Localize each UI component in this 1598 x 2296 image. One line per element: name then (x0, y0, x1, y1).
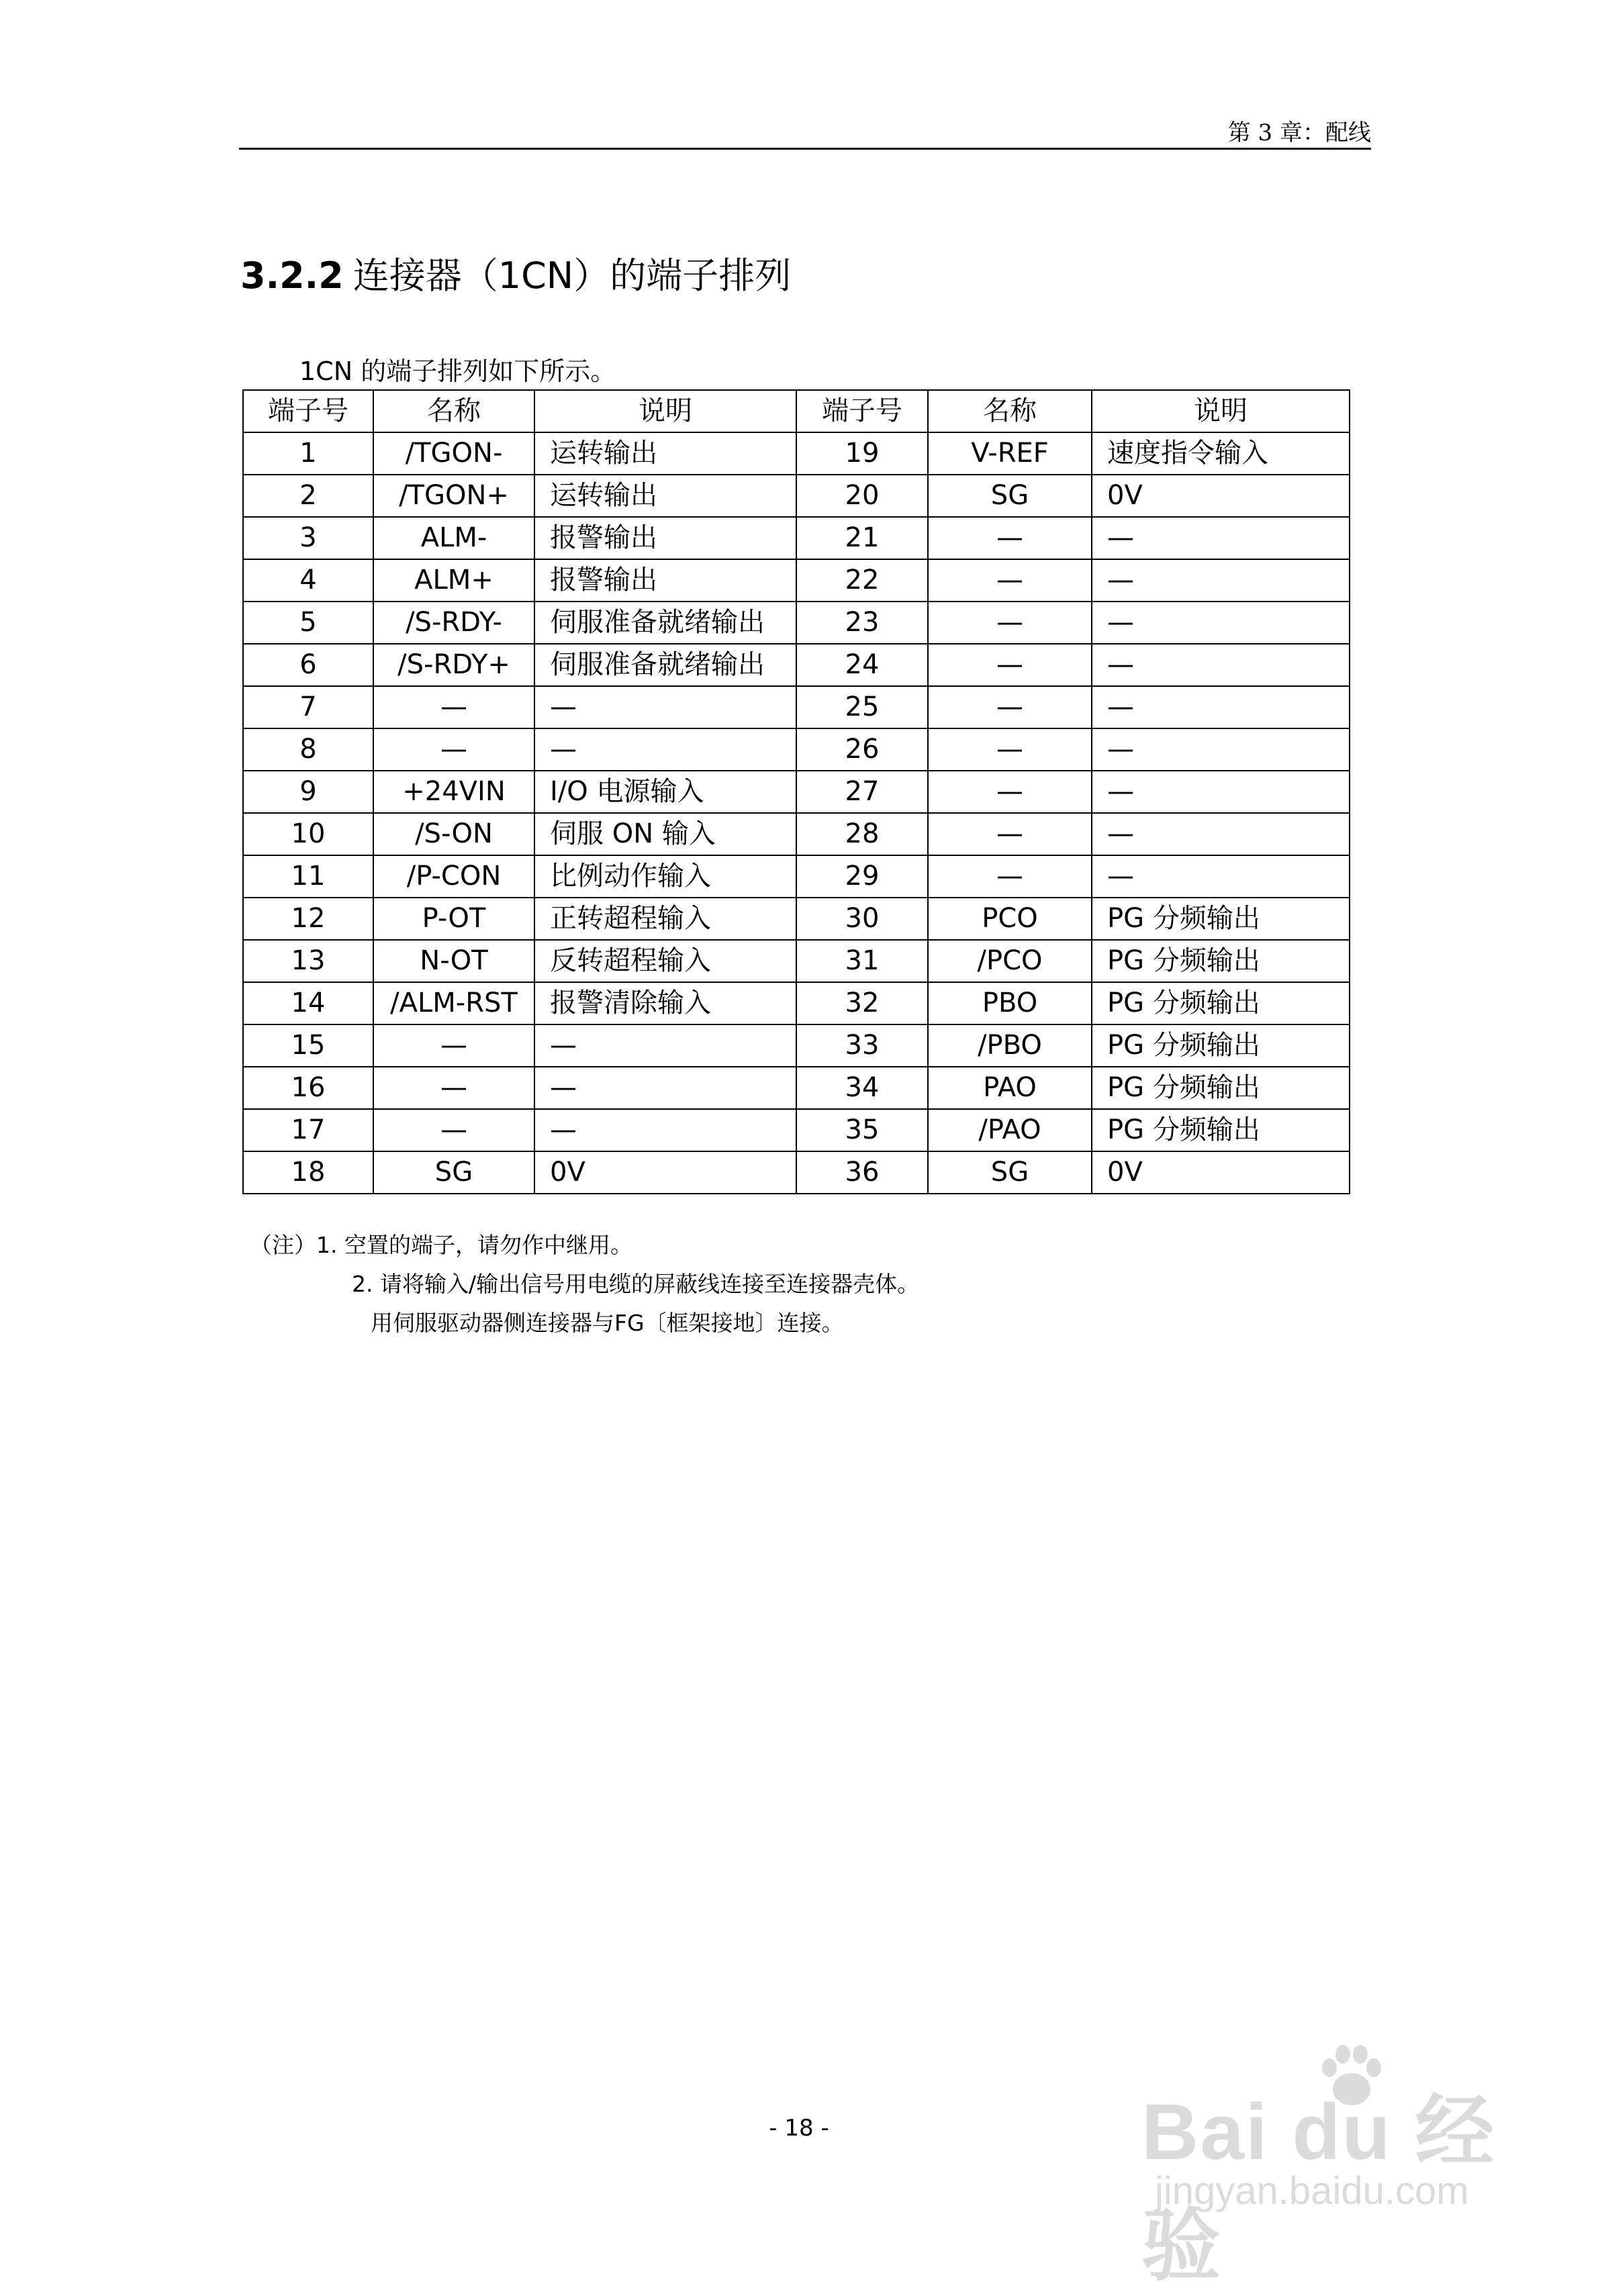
cell-terminal-no: 24 (796, 644, 928, 686)
cell-description: 反转超程输入 (534, 940, 796, 982)
cell-description: — (534, 1067, 796, 1109)
cell-description: 伺服准备就绪输出 (534, 644, 796, 686)
cell-terminal-no: 33 (796, 1024, 928, 1067)
table-row (243, 517, 1350, 559)
cell-description: 运转输出 (534, 475, 796, 517)
baidu-watermark (1135, 2027, 1511, 2291)
cell-description: — (1092, 855, 1350, 898)
cell-terminal-no: 17 (243, 1109, 373, 1151)
cell-description: 伺服 ON 输入 (534, 813, 796, 855)
cell-name: N-OT (373, 940, 534, 982)
cell-description: PG 分频输出 (1092, 940, 1350, 982)
cell-description: — (1092, 771, 1350, 813)
table-row (243, 982, 1350, 1024)
cell-terminal-no: 10 (243, 813, 373, 855)
note-1 (250, 1226, 919, 1265)
cell-name: — (373, 1067, 534, 1109)
cell-terminal-no: 25 (796, 686, 928, 728)
section-title (240, 247, 791, 299)
cell-name: — (928, 559, 1092, 602)
cell-terminal-no: 4 (243, 559, 373, 602)
cell-name: /PCO (928, 940, 1092, 982)
notes (250, 1226, 919, 1343)
cell-name: PAO (928, 1067, 1092, 1109)
table-row (243, 771, 1350, 813)
header-name: 名称 (373, 390, 534, 432)
intro-text: 1CN 的端子排列如下所示。 (299, 356, 616, 386)
cell-terminal-no: 29 (796, 855, 928, 898)
cell-terminal-no: 15 (243, 1024, 373, 1067)
cell-terminal-no: 1 (243, 432, 373, 475)
cell-name: /PBO (928, 1024, 1092, 1067)
table-row (243, 686, 1350, 728)
cell-name: /TGON- (373, 432, 534, 475)
cell-terminal-no: 19 (796, 432, 928, 475)
pin-assignment-table (242, 389, 1350, 1194)
cell-name: — (928, 517, 1092, 559)
cell-name: /ALM-RST (373, 982, 534, 1024)
cell-description: PG 分频输出 (1092, 1024, 1350, 1067)
note-2-continuation: 用伺服驱动器侧连接器与FG〔框架接地〕连接。 (371, 1310, 844, 1336)
cell-name: SG (373, 1151, 534, 1194)
cell-description: — (1092, 644, 1350, 686)
cell-name: /S-RDY- (373, 602, 534, 644)
cell-terminal-no: 18 (243, 1151, 373, 1194)
table-row (243, 728, 1350, 771)
cell-name: — (928, 686, 1092, 728)
cell-name: — (373, 1109, 534, 1151)
cell-name: — (928, 813, 1092, 855)
cell-name: /PAO (928, 1109, 1092, 1151)
cell-description: PG 分频输出 (1092, 1067, 1350, 1109)
cell-terminal-no: 31 (796, 940, 928, 982)
cell-terminal-no: 6 (243, 644, 373, 686)
cell-name: ALM+ (373, 559, 534, 602)
cell-terminal-no: 7 (243, 686, 373, 728)
cell-terminal-no: 36 (796, 1151, 928, 1194)
header-name: 名称 (928, 390, 1092, 432)
cell-terminal-no: 9 (243, 771, 373, 813)
cell-description: — (534, 1024, 796, 1067)
cell-name: V-REF (928, 432, 1092, 475)
cell-description: — (1092, 813, 1350, 855)
cell-description: 比例动作输入 (534, 855, 796, 898)
cell-terminal-no: 28 (796, 813, 928, 855)
cell-description: — (534, 1109, 796, 1151)
cell-terminal-no: 16 (243, 1067, 373, 1109)
header-description: 说明 (534, 390, 796, 432)
cell-description: 报警输出 (534, 517, 796, 559)
table-row (243, 1151, 1350, 1194)
header-rule (239, 148, 1371, 150)
table-row (243, 432, 1350, 475)
table-row (243, 602, 1350, 644)
cell-terminal-no: 27 (796, 771, 928, 813)
cell-name: — (928, 644, 1092, 686)
section-number: 3.2.2 (240, 254, 344, 297)
cell-description: 0V (534, 1151, 796, 1194)
cell-description: 报警清除输入 (534, 982, 796, 1024)
table-row (243, 940, 1350, 982)
running-head: 第 3 章：配线 (1227, 119, 1371, 146)
note-prefix: （注） (250, 1232, 316, 1258)
cell-description: PG 分频输出 (1092, 982, 1350, 1024)
cell-description: 0V (1092, 1151, 1350, 1194)
table-row (243, 855, 1350, 898)
cell-terminal-no: 23 (796, 602, 928, 644)
cell-terminal-no: 8 (243, 728, 373, 771)
cell-terminal-no: 35 (796, 1109, 928, 1151)
note-2: 2. 请将输入/输出信号用电缆的屏蔽线连接至连接器壳体。 (352, 1271, 920, 1297)
cell-description: — (1092, 602, 1350, 644)
cell-description: 伺服准备就绪输出 (534, 602, 796, 644)
table-row (243, 475, 1350, 517)
cell-name: — (928, 855, 1092, 898)
note-1-text: 1. 空置的端子，请勿作中继用。 (316, 1232, 632, 1258)
cell-name: PCO (928, 898, 1092, 940)
cell-name: PBO (928, 982, 1092, 1024)
table-header-row (243, 390, 1350, 432)
cell-terminal-no: 13 (243, 940, 373, 982)
cell-name: ALM- (373, 517, 534, 559)
cell-terminal-no: 2 (243, 475, 373, 517)
header-description: 说明 (1092, 390, 1350, 432)
cell-name: — (928, 728, 1092, 771)
cell-description: — (534, 686, 796, 728)
cell-terminal-no: 5 (243, 602, 373, 644)
cell-name: /S-ON (373, 813, 534, 855)
cell-name: /S-RDY+ (373, 644, 534, 686)
cell-terminal-no: 11 (243, 855, 373, 898)
cell-terminal-no: 32 (796, 982, 928, 1024)
cell-description: — (1092, 517, 1350, 559)
cell-name: /TGON+ (373, 475, 534, 517)
cell-description: 报警输出 (534, 559, 796, 602)
cell-name: — (928, 602, 1092, 644)
table-row (243, 1109, 1350, 1151)
cell-description: — (1092, 686, 1350, 728)
cell-terminal-no: 21 (796, 517, 928, 559)
header-terminal-no: 端子号 (243, 390, 373, 432)
cell-description: — (1092, 728, 1350, 771)
cell-name: P-OT (373, 898, 534, 940)
cell-terminal-no: 26 (796, 728, 928, 771)
page-number: - 18 - (769, 2115, 829, 2142)
header-terminal-no: 端子号 (796, 390, 928, 432)
cell-terminal-no: 14 (243, 982, 373, 1024)
cell-terminal-no: 22 (796, 559, 928, 602)
cell-name: +24VIN (373, 771, 534, 813)
table-row (243, 644, 1350, 686)
cell-terminal-no: 12 (243, 898, 373, 940)
table-row (243, 898, 1350, 940)
cell-name: — (373, 728, 534, 771)
table-row (243, 1067, 1350, 1109)
cell-description: 运转输出 (534, 432, 796, 475)
cell-name: SG (928, 1151, 1092, 1194)
cell-terminal-no: 34 (796, 1067, 928, 1109)
cell-description: PG 分频输出 (1092, 898, 1350, 940)
cell-name: — (373, 686, 534, 728)
cell-description: PG 分频输出 (1092, 1109, 1350, 1151)
cell-terminal-no: 20 (796, 475, 928, 517)
watermark-url: jingyan.baidu.com (1155, 2169, 1469, 2213)
cell-description: — (1092, 559, 1350, 602)
cell-name: SG (928, 475, 1092, 517)
cell-description: 0V (1092, 475, 1350, 517)
section-title-text: 连接器（1CN）的端子排列 (352, 254, 792, 297)
cell-name: — (373, 1024, 534, 1067)
table-row (243, 813, 1350, 855)
cell-name: — (928, 771, 1092, 813)
table-row (243, 1024, 1350, 1067)
cell-description: 速度指令输入 (1092, 432, 1350, 475)
cell-name: /P-CON (373, 855, 534, 898)
watermark-brand: Bai du 经验 (1141, 2088, 1496, 2291)
cell-terminal-no: 30 (796, 898, 928, 940)
cell-description: 正转超程输入 (534, 898, 796, 940)
cell-description: I/O 电源输入 (534, 771, 796, 813)
cell-terminal-no: 3 (243, 517, 373, 559)
table-row (243, 559, 1350, 602)
cell-description: — (534, 728, 796, 771)
